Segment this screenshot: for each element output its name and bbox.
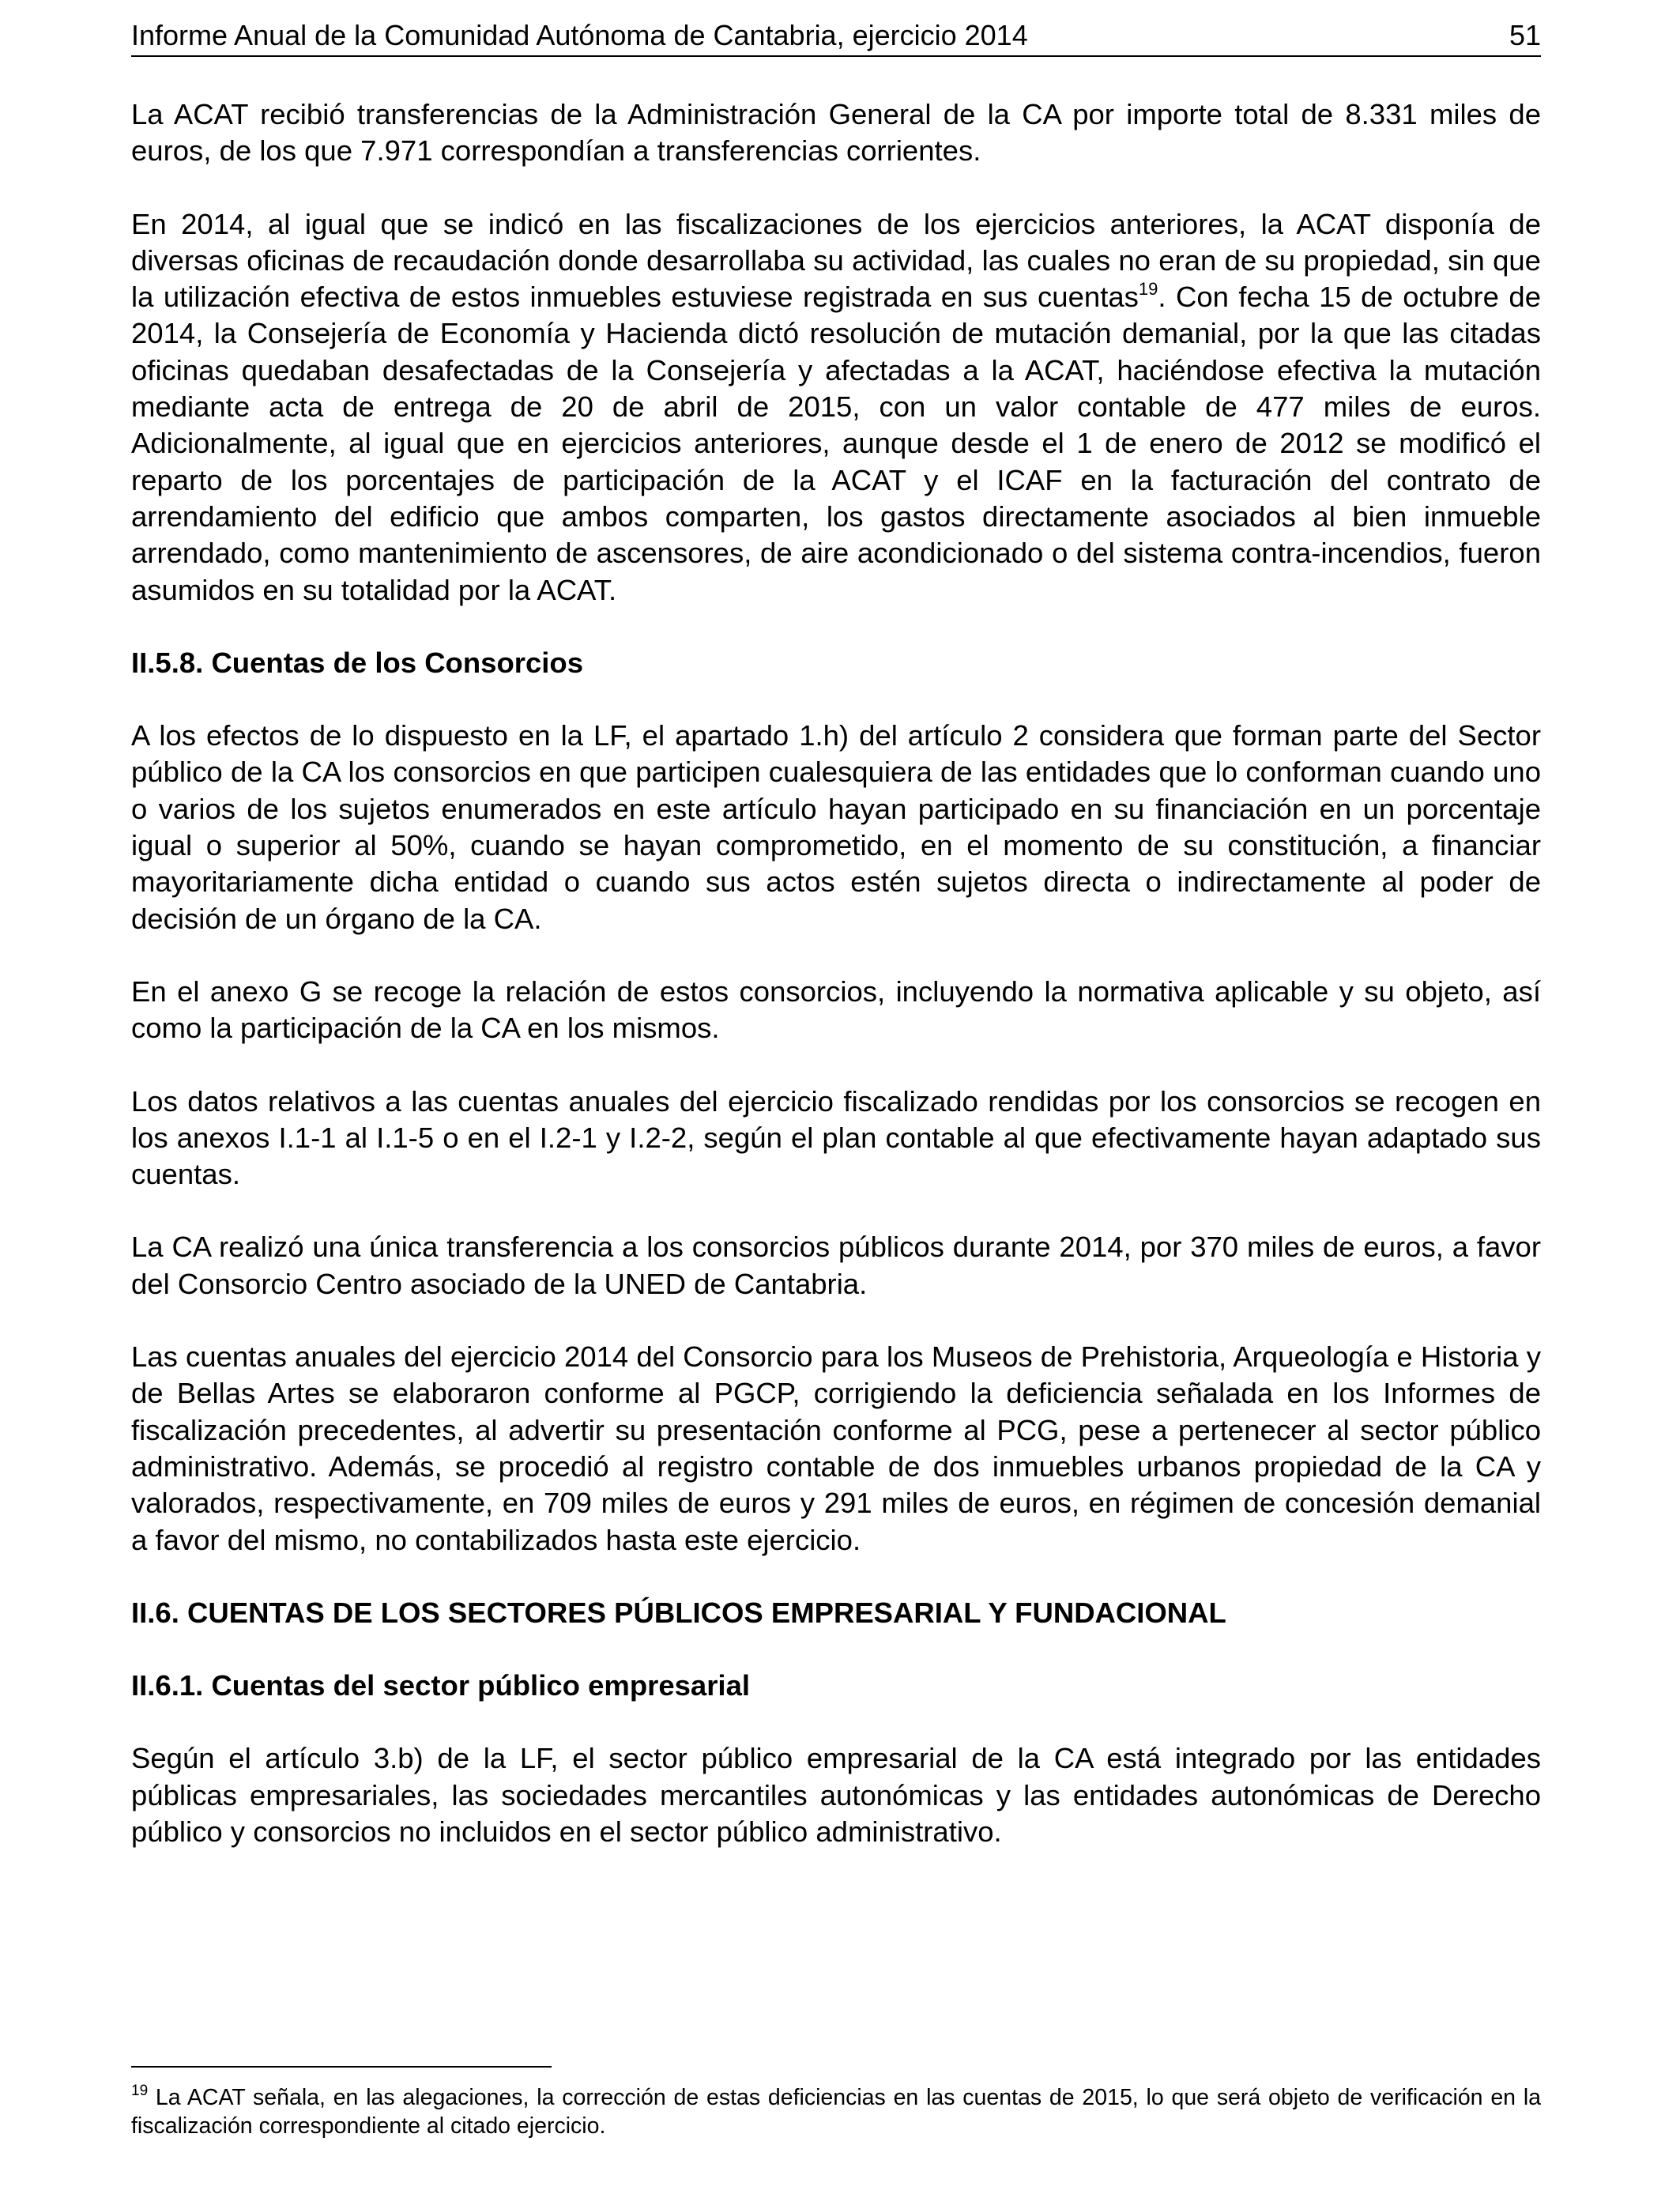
report-title: Informe Anual de la Comunidad Autónoma de Cantabria, ejercicio 2014	[131, 19, 1028, 51]
footnote-text: La ACAT señala, en las alegaciones, la corrección de estas deficiencias en las cuentas de 2015, lo que será objeto de verificación en la fiscalización correspondiente al citado ejercicio.	[131, 2085, 1541, 2139]
footnote-number: 19	[131, 2083, 149, 2099]
paragraph-transferencia-uned: La CA realizó una única transferencia a los consorcios públicos durante 2014, por 370 miles de euros, a favor del Consorcio Centro asociado de la UNED de Cantabria.	[131, 1231, 1541, 1300]
body-text	[131, 96, 1541, 1887]
paragraph-acat-transfers: La ACAT recibió transferencias de la Administración General de la CA por importe total de 8.331 miles de euros, de los que 7.971 correspondían a transferencias corrientes.	[131, 98, 1541, 168]
page-number: 51	[1509, 19, 1541, 51]
paragraph-consorcio-museos: Las cuentas anuales del ejercicio 2014 del Consorcio para los Museos de Prehistoria, Arqueología e Historia y de Bellas Artes se elaboraron conforme al PGCP, corrigiendo la deficiencia señalada en los Informes de fiscalización precedentes, al advertir su presentación conforme al PCG, pese a pertenecer al sector público administrativo. Además, se procedió al registro contable de dos inmuebles urbanos propiedad de la CA y valorados, respectivamente, en 709 miles de euros y 291 miles de euros, en régimen de concesión demanial a favor del mismo, no contabilizados hasta este ejercicio.	[131, 1340, 1541, 1556]
paragraph-anexo-g: En el anexo G se recoge la relación de estos consorcios, incluyendo la normativa aplicable y su objeto, así como la participación de la CA en los mismos.	[131, 974, 1541, 1045]
paragraph-acat-offices-part1: En 2014, al igual que se indicó en las fiscalizaciones de los ejercicios anteriores, la ACAT disponía de diversas oficinas de recaudación donde desarrollaba su actividad, las cuales no eran de su propiedad, sin que la utilización efectiva de estos inmuebles estuviese registrada en sus cuentas	[131, 207, 1541, 314]
footnote-19	[131, 2083, 1541, 2140]
document-page	[131, 0, 1541, 2194]
paragraph-sector-empresarial: Según el artículo 3.b) de la LF, el sector público empresarial de la CA está integrado por las entidades públicas empresariales, las sociedades mercantiles autonómicas y las entidades autonómicas de Derecho público y consorcios no incluidos en el sector público administrativo.	[131, 1742, 1541, 1848]
section-heading-sectores-publicos: II.6. CUENTAS DE LOS SECTORES PÚBLICOS EMPRESARIAL Y FUNDACIONAL	[131, 1596, 1226, 1629]
running-header	[131, 16, 1541, 57]
paragraph-cuentas-anuales: Los datos relativos a las cuentas anuales del ejercicio fiscalizado rendidas por los consorcios se recogen en los anexos I.1-1 al I.1-5 o en el I.2-1 y I.2-2, según el plan contable al que efectivamente hayan adaptado sus cuentas.	[131, 1084, 1541, 1191]
footnote-divider	[131, 2066, 552, 2068]
footnote-reference-19[interactable]: 19	[1138, 279, 1158, 300]
paragraph-consorcios-definition: A los efectos de lo dispuesto en la LF, el apartado 1.h) del artículo 2 considera que forman parte del Sector público de la CA los consorcios en que participen cualesquiera de las entidades que lo conforman cuando uno o varios de los sujetos enumerados en este artículo hayan participado en su financiación en un porcentaje igual o superior al 50%, cuando se hayan comprometido, en el momento de su constitución, a financiar mayoritariamente dicha entidad o cuando sus actos estén sujetos directa o indirectamente al poder de decisión de un órgano de la CA.	[131, 719, 1541, 935]
paragraph-acat-offices	[131, 206, 1541, 609]
section-heading-consorcios: II.5.8. Cuentas de los Consorcios	[131, 646, 583, 679]
paragraph-acat-offices-part2: . Con fecha 15 de octubre de 2014, la Consejería de Economía y Hacienda dictó resolución de mutación demanial, por la que las citadas oficinas quedaban desafectadas de la Consejería y afectadas a la ACAT, haciéndose efectiva la mutación mediante acta de entrega de 20 de abril de 2015, con un valor contable de 477 miles de euros. Adicionalmente, al igual que en ejercicios anteriores, aunque desde el 1 de enero de 2012 se modificó el reparto de los porcentajes de participación de la ACAT y el ICAF en la facturación del contrato de arrendamiento del edificio que ambos comparten, los gastos directamente asociados al bien inmueble arrendado, como mantenimiento de ascensores, de aire acondicionado o del sistema contra-incendios, fueron asumidos en su totalidad por la ACAT.	[131, 281, 1541, 606]
section-heading-sector-empresarial: II.6.1. Cuentas del sector público empresarial	[131, 1669, 751, 1702]
